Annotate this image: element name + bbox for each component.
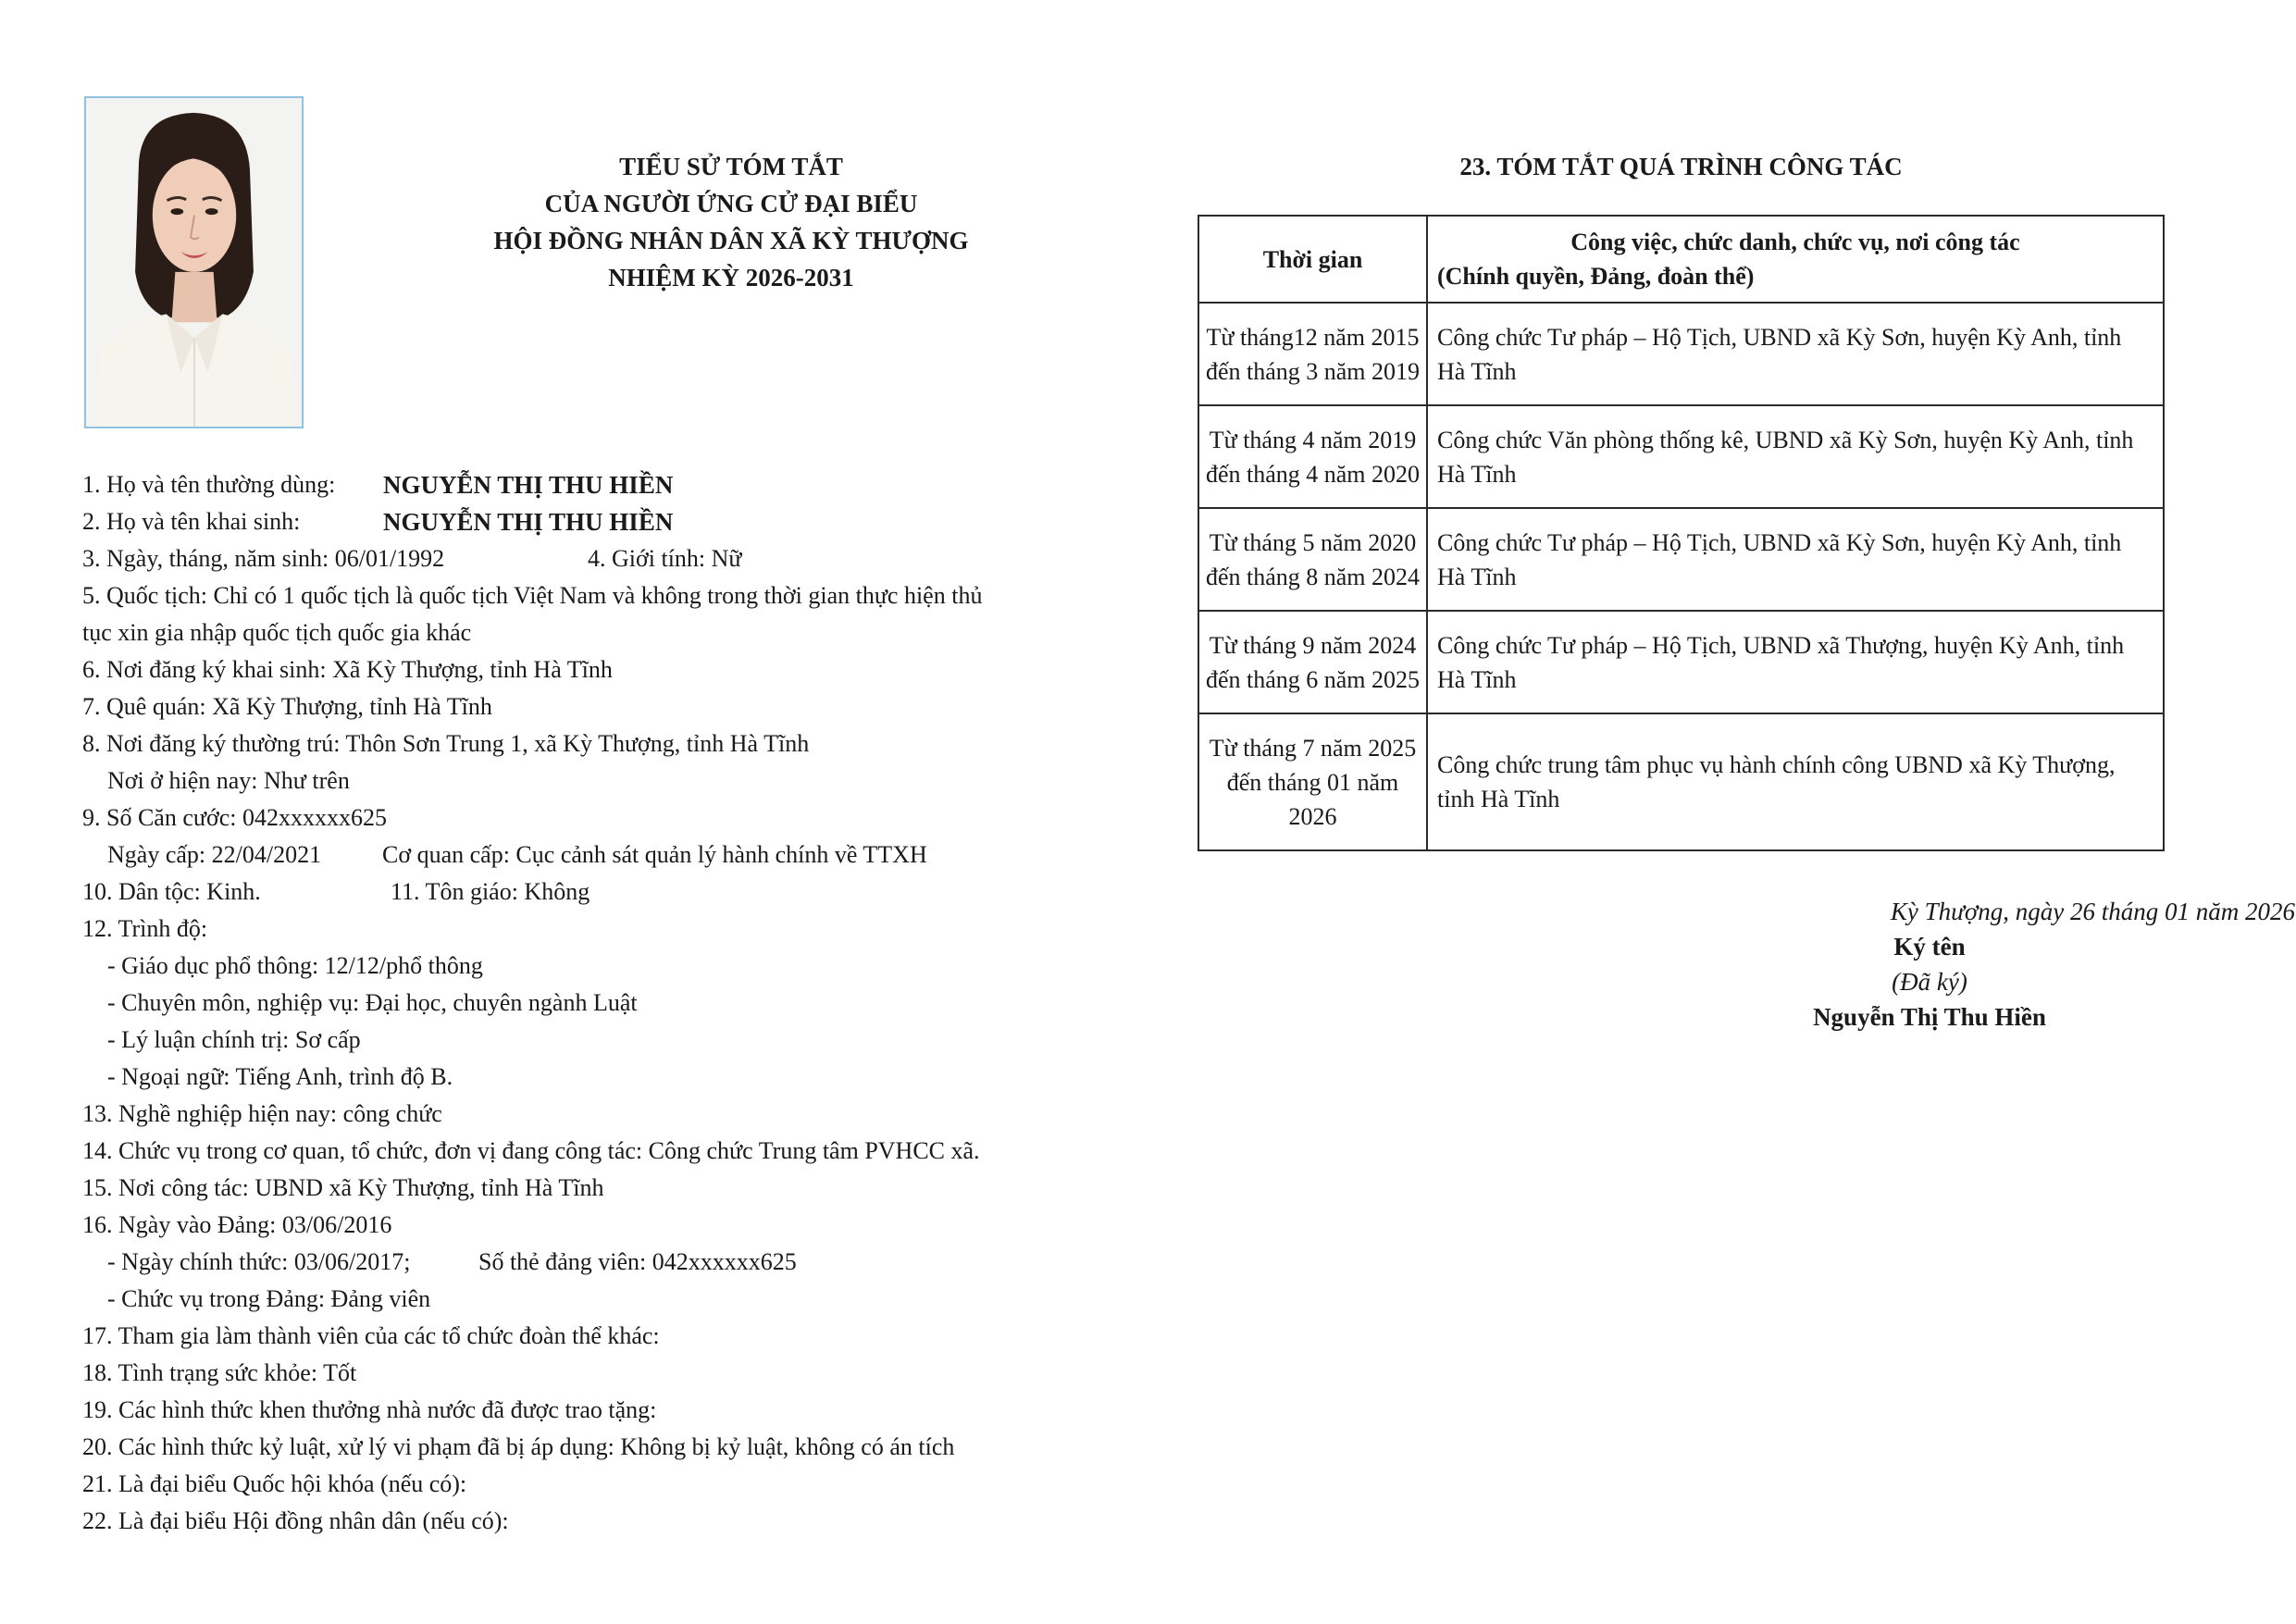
- field-issuer: Cơ quan cấp: Cục cảnh sát quản lý hành chính về TTXH: [382, 841, 927, 868]
- field-education: 12. Trình độ:: [82, 915, 208, 942]
- field-id-issue: [107, 837, 927, 874]
- work-history-table: [1198, 215, 2165, 851]
- field-text: 3. Ngày, tháng, năm sinh: 06/01/1992: [82, 545, 445, 572]
- table-row: [1198, 405, 2164, 508]
- field-workplace: 15. Nơi công tác: UBND xã Kỳ Thượng, tỉnh Hà Tĩnh: [82, 1174, 604, 1201]
- field-occupation: 13. Nghề nghiệp hiện nay: công chức: [82, 1100, 442, 1127]
- cell-description: Công chức Tư pháp – Hộ Tịch, UBND xã Kỳ Sơn, huyện Kỳ Anh, tỉnh Hà Tĩnh: [1427, 508, 2164, 611]
- title-line-1: TIỂU SỬ TÓM TẮT: [619, 153, 843, 180]
- field-issue-date: Ngày cấp: 22/04/2021: [107, 841, 322, 868]
- field-national-assembly: 21. Là đại biểu Quốc hội khóa (nếu có):: [82, 1470, 467, 1497]
- field-health: 18. Tình trạng sức khỏe: Tốt: [82, 1359, 357, 1386]
- column-header-line-1: Công việc, chức danh, chức vụ, nơi công tác: [1570, 229, 2020, 255]
- table-header-row: [1198, 216, 2164, 303]
- work-history-title: 23. TÓM TẮT QUÁ TRÌNH CÔNG TÁC: [1459, 153, 1903, 180]
- field-religion: 11. Tôn giáo: Không: [391, 878, 590, 905]
- field-value-name: NGUYỄN THỊ THU HIỀN: [383, 471, 674, 499]
- cell-time: Từ tháng12 năm 2015 đến tháng 3 năm 2019: [1198, 303, 1427, 405]
- field-gender: 4. Giới tính: Nữ: [588, 545, 742, 572]
- field-label: 2. Họ và tên khai sinh:: [82, 508, 301, 535]
- field-ethnicity-text: 10. Dân tộc: Kinh.: [82, 878, 261, 905]
- portrait-photo: [84, 96, 304, 428]
- field-birth-date: [82, 540, 742, 577]
- table-row: [1198, 508, 2164, 611]
- table-row: [1198, 303, 2164, 405]
- cell-description: Công chức trung tâm phục vụ hành chính công UBND xã Kỳ Thượng, tỉnh Hà Tĩnh: [1427, 713, 2164, 850]
- field-discipline: 20. Các hình thức kỷ luật, xử lý vi phạm đã bị áp dụng: Không bị kỷ luật, không có án tích: [82, 1433, 955, 1460]
- cell-time: Từ tháng 5 năm 2020 đến tháng 8 năm 2024: [1198, 508, 1427, 611]
- field-birth-name: [82, 503, 674, 540]
- column-header-description: [1427, 216, 2164, 303]
- field-current-residence: Nơi ở hiện nay: Như trên: [107, 767, 350, 794]
- field-party-join-date: 16. Ngày vào Đảng: 03/06/2016: [82, 1211, 392, 1238]
- column-header-time: Thời gian: [1198, 216, 1427, 303]
- field-official-date: - Ngày chính thức: 03/06/2017;: [107, 1248, 411, 1275]
- field-education-political: - Lý luận chính trị: Sơ cấp: [107, 1026, 361, 1053]
- field-education-professional: - Chuyên môn, nghiệp vụ: Đại học, chuyên ngành Luật: [107, 989, 638, 1016]
- field-other-organizations: 17. Tham gia làm thành viên của các tổ chức đoàn thể khác:: [82, 1322, 660, 1349]
- field-value-name: NGUYỄN THỊ THU HIỀN: [383, 508, 674, 536]
- field-peoples-council: 22. Là đại biểu Hội đồng nhân dân (nếu có):: [82, 1507, 509, 1534]
- field-party-official: [107, 1244, 797, 1281]
- signer-name: Nguyễn Thị Thu Hiền: [1813, 1003, 2046, 1031]
- table-row: [1198, 611, 2164, 713]
- document-title: [407, 148, 1055, 296]
- table-row: [1198, 713, 2164, 850]
- field-birth-registration: 6. Nơi đăng ký khai sinh: Xã Kỳ Thượng, tỉnh Hà Tĩnh: [82, 656, 613, 683]
- field-label: 1. Họ và tên thường dùng:: [82, 471, 336, 498]
- column-header-line-2: (Chính quyền, Đảng, đoàn thể): [1437, 263, 1755, 290]
- signature-label: Ký tên: [1893, 933, 1966, 961]
- title-line-4: NHIỆM KỲ 2026-2031: [608, 264, 854, 291]
- cell-description: Công chức Tư pháp – Hộ Tịch, UBND xã Kỳ Sơn, huyện Kỳ Anh, tỉnh Hà Tĩnh: [1427, 303, 2164, 405]
- field-id-number: 9. Số Căn cước: 042xxxxxx625: [82, 804, 387, 831]
- signature-signed-note: (Đã ký): [1892, 968, 1967, 996]
- field-awards: 19. Các hình thức khen thưởng nhà nước đã được trao tặng:: [82, 1396, 657, 1423]
- field-nationality-cont: tục xin gia nhập quốc tịch quốc gia khác: [82, 619, 472, 646]
- title-line-3: HỘI ĐỒNG NHÂN DÂN XÃ KỲ THƯỢNG: [493, 227, 969, 254]
- field-party-position: - Chức vụ trong Đảng: Đảng viên: [107, 1285, 431, 1312]
- title-line-2: CỦA NGƯỜI ỨNG CỬ ĐẠI BIỂU: [544, 190, 918, 217]
- field-party-card: Số thẻ đảng viên: 042xxxxxx625: [478, 1248, 797, 1275]
- field-permanent-residence: 8. Nơi đăng ký thường trú: Thôn Sơn Trung 1, xã Kỳ Thượng, tỉnh Hà Tĩnh: [82, 730, 810, 757]
- cell-description: Công chức Văn phòng thống kê, UBND xã Kỳ Sơn, huyện Kỳ Anh, tỉnh Hà Tĩnh: [1427, 405, 2164, 508]
- cell-time: Từ tháng 9 năm 2024 đến tháng 6 năm 2025: [1198, 611, 1427, 713]
- field-education-language: - Ngoại ngữ: Tiếng Anh, trình độ B.: [107, 1063, 453, 1090]
- field-common-name: [82, 466, 674, 503]
- signature-place-date: Kỳ Thượng, ngày 26 tháng 01 năm 2026: [1890, 898, 2295, 925]
- field-position: 14. Chức vụ trong cơ quan, tổ chức, đơn vị đang công tác: Công chức Trung tâm PVHCC xã.: [82, 1137, 980, 1164]
- field-education-general: - Giáo dục phổ thông: 12/12/phổ thông: [107, 952, 483, 979]
- cell-time: Từ tháng 7 năm 2025 đến tháng 01 năm 2026: [1198, 713, 1427, 850]
- field-nationality: 5. Quốc tịch: Chỉ có 1 quốc tịch là quốc tịch Việt Nam và không trong thời gian thực hiện thủ: [82, 582, 983, 609]
- cell-time: Từ tháng 4 năm 2019 đến tháng 4 năm 2020: [1198, 405, 1427, 508]
- portrait-image: [86, 98, 302, 427]
- cell-description: Công chức Tư pháp – Hộ Tịch, UBND xã Thượng, huyện Kỳ Anh, tỉnh Hà Tĩnh: [1427, 611, 2164, 713]
- field-ethnicity: [82, 874, 590, 911]
- field-hometown: 7. Quê quán: Xã Kỳ Thượng, tỉnh Hà Tĩnh: [82, 693, 492, 720]
